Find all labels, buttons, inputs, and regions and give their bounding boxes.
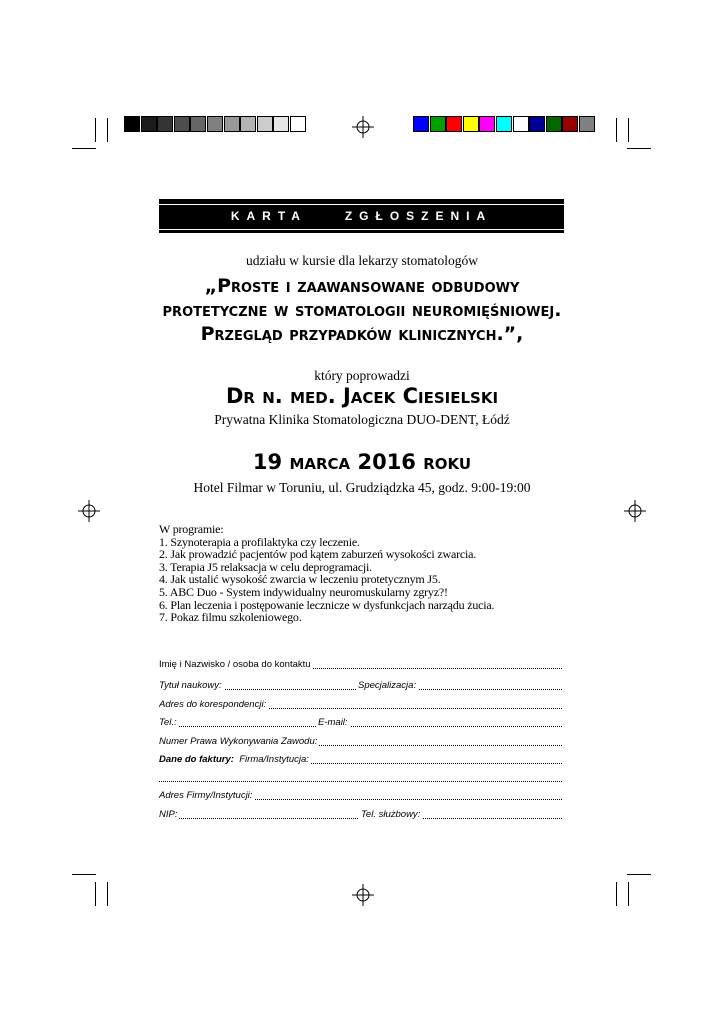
event-date: 19 marca 2016 roku — [252, 450, 472, 474]
color-swatch — [479, 116, 495, 132]
invoice-label: Dane do faktury: — [159, 754, 234, 765]
color-swatch — [290, 116, 306, 132]
crop-mark — [616, 882, 617, 906]
invoice-field[interactable] — [159, 753, 562, 767]
color-swatch — [562, 116, 578, 132]
crop-mark — [616, 118, 617, 142]
program-item: 7. Pokaz filmu szkoleniowego. — [159, 610, 302, 625]
registration-mark-icon — [624, 500, 646, 522]
email-label: E-mail: — [318, 717, 348, 728]
invoice-company-label: Firma/Instytucja: — [239, 754, 309, 765]
led-by-text: który poprowadzi — [314, 368, 410, 383]
invoice-extra-line[interactable] — [159, 771, 562, 785]
color-swatch — [413, 116, 429, 132]
registration-mark-icon — [352, 884, 374, 906]
crop-mark — [72, 148, 96, 149]
program-item: 5. ABC Duo - System indywidualny neuromuskularny zgryz?! — [159, 584, 448, 599]
work-phone-label: Tel. służbowy: — [361, 809, 421, 820]
program-item: 3. Terapia J5 relaksacja w celu deprogramacji. — [159, 559, 372, 574]
crop-mark — [107, 118, 108, 142]
phone-label: Tel.: — [159, 717, 177, 728]
crop-mark — [627, 874, 651, 875]
program-item: 4. Jak ustalić wysokość zwarcia w leczeniu protetycznym J5. — [159, 572, 441, 587]
color-swatch — [546, 116, 562, 132]
program-item: 2. Jak prowadzić pacjentów pod kątem zaburzeń wysokości zwarcia. — [159, 547, 477, 562]
color-swatch — [579, 116, 595, 132]
program-item: 6. Plan leczenia i postępowanie lecznicze w dysfunkcjach narządu żucia. — [159, 597, 495, 612]
color-swatch — [446, 116, 462, 132]
color-swatch — [190, 116, 206, 132]
academic-title-field[interactable] — [159, 679, 562, 693]
academic-title-label: Tytuł naukowy: — [159, 680, 222, 691]
crop-mark — [72, 874, 96, 875]
course-title-line-2: protetyczne w stomatologii neuromięśniowej. — [162, 299, 562, 321]
address-field[interactable] — [159, 698, 562, 712]
color-swatch — [430, 116, 446, 132]
speaker-name: Dr n. med. Jacek Ciesielski — [225, 384, 499, 408]
color-swatch — [273, 116, 289, 132]
course-title-line-1: „Proste i zaawansowane odbudowy — [204, 275, 520, 297]
course-title-line-3: Przegląd przypadków klinicznych.”, — [200, 323, 524, 345]
program-section — [159, 523, 494, 624]
crop-mark — [628, 882, 629, 906]
registration-mark-icon — [352, 116, 374, 138]
color-swatch — [240, 116, 256, 132]
color-swatch — [257, 116, 273, 132]
color-swatch — [224, 116, 240, 132]
crop-mark — [95, 882, 96, 906]
intro-text: udziału w kursie dla lekarzy stomatologów — [245, 253, 479, 268]
nip-label: NIP: — [159, 809, 178, 820]
event-venue: Hotel Filmar w Toruniu, ul. Grudziądzka 45, godz. 9:00-19:00 — [193, 480, 531, 495]
color-swatch — [174, 116, 190, 132]
license-label: Numer Prawa Wykonywania Zawodu: — [159, 736, 318, 747]
program-item: 1. Szynoterapia a profilaktyka czy leczenie. — [159, 534, 360, 549]
address-label: Adres do korespondencji: — [159, 699, 267, 710]
nip-field[interactable] — [159, 808, 562, 822]
crop-mark — [95, 118, 96, 142]
registration-mark-icon — [78, 500, 100, 522]
banner-title: KARTA ZGŁOSZENIA — [159, 204, 564, 230]
company-address-label: Adres Firmy/Instytucji: — [159, 790, 253, 801]
color-swatch — [463, 116, 479, 132]
name-contact-field[interactable] — [159, 658, 562, 672]
name-contact-label: Imię i Nazwisko / osoba do kontaktu — [159, 659, 311, 670]
phone-email-field[interactable] — [159, 716, 562, 730]
color-swatch — [207, 116, 223, 132]
color-swatch — [124, 116, 140, 132]
crop-mark — [628, 118, 629, 142]
color-swatch — [157, 116, 173, 132]
color-swatch — [496, 116, 512, 132]
license-field[interactable] — [159, 735, 562, 749]
color-swatch — [141, 116, 157, 132]
program-heading: W programie: — [159, 522, 224, 536]
company-address-field[interactable] — [159, 789, 562, 803]
color-swatch — [513, 116, 529, 132]
header-banner — [159, 199, 564, 233]
specialization-label: Specjalizacja: — [358, 680, 417, 691]
color-swatch — [529, 116, 545, 132]
speaker-clinic: Prywatna Klinika Stomatologiczna DUO-DENT, Łódź — [214, 412, 510, 427]
crop-mark — [107, 882, 108, 906]
crop-mark — [627, 148, 651, 149]
